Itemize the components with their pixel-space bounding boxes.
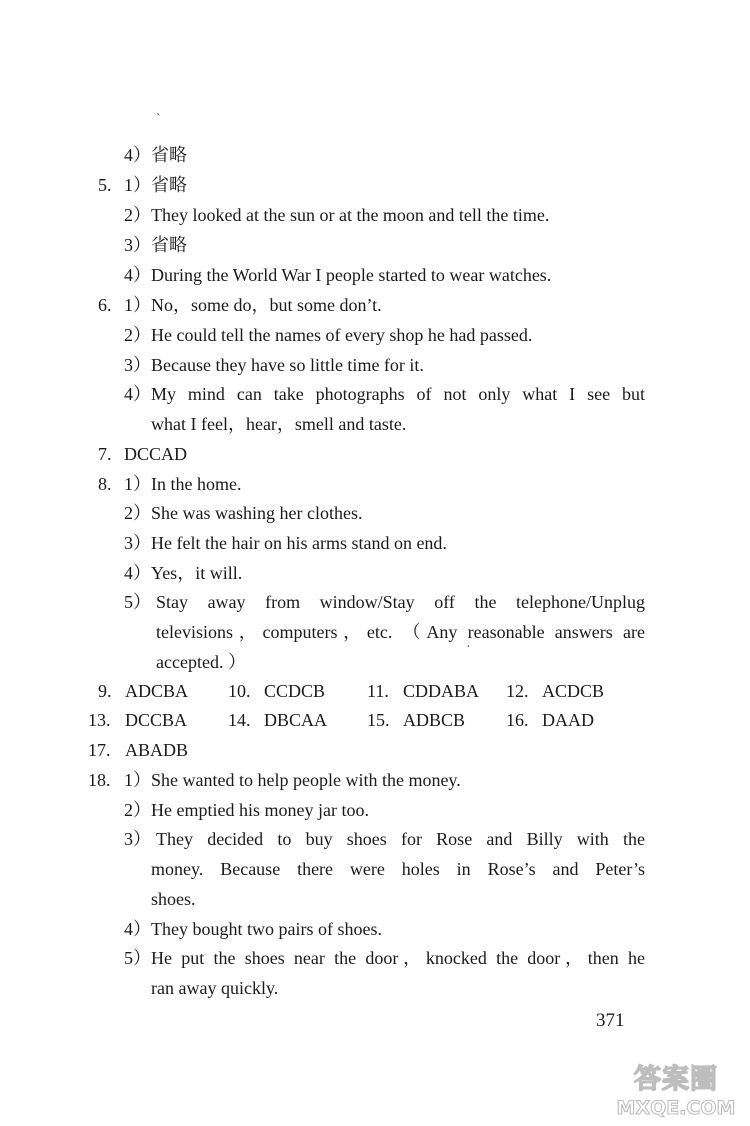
question-number: 13. — [88, 710, 111, 730]
sub-number: 5） — [124, 592, 151, 612]
answer-text: 省略 — [151, 175, 187, 195]
answer-text-continued: what I feel，hear，smell and taste. — [151, 414, 407, 434]
question-number: 15. — [367, 710, 390, 730]
sub-number: 1） — [124, 474, 151, 494]
question-number: 6. — [98, 295, 112, 315]
sub-number: 3） — [124, 235, 151, 255]
answer-text: CCDCB — [264, 681, 326, 701]
sub-number: 2） — [124, 503, 151, 523]
answer-text: ABADB — [125, 740, 189, 760]
answer-text: Stay away from window/Stay off the telephone/Unplug — [156, 592, 645, 612]
question-number: 5. — [98, 175, 112, 195]
question-number: 16. — [506, 710, 529, 730]
answer-text: 省略 — [151, 235, 187, 255]
sub-number: 4） — [124, 145, 151, 165]
answer-text: ADCBA — [125, 681, 189, 701]
stray-dot: · — [466, 640, 471, 655]
question-number: 14. — [228, 710, 251, 730]
sub-number: 3） — [124, 533, 151, 553]
answer-text: DAAD — [542, 710, 594, 730]
watermark-logo-url: MXQE.COM — [616, 1097, 736, 1119]
answer-text: They decided to buy shoes for Rose and Billy with the — [156, 829, 645, 849]
sub-number: 2） — [124, 325, 151, 345]
question-number: 9. — [98, 681, 112, 701]
answer-text: Because they have so little time for it. — [151, 355, 424, 375]
question-number: 17. — [88, 740, 111, 760]
answer-text-continued: ran away quickly. — [151, 978, 279, 998]
answer-text: During the World War I people started to wear watches. — [151, 265, 552, 285]
answer-text: 省略 — [151, 145, 187, 165]
page-number: 371 — [596, 1010, 625, 1031]
watermark-logo-text: 答案圈 — [634, 1064, 718, 1095]
sub-number: 2） — [124, 800, 151, 820]
sub-number: 4） — [124, 563, 151, 583]
question-number: 12. — [506, 681, 529, 701]
answer-text: DCCAD — [124, 444, 188, 464]
answer-text: DBCAA — [264, 710, 328, 730]
sub-number: 1） — [124, 295, 151, 315]
answer-text: My mind can take photographs of not only what I see but — [151, 384, 645, 404]
answer-text: He put the shoes near the door，knocked the door，then he — [151, 948, 645, 968]
sub-number: 3） — [124, 355, 151, 375]
answer-text-continued: accepted. ） — [156, 652, 246, 672]
answer-text: ADBCB — [403, 710, 466, 730]
sub-number: 1） — [124, 175, 151, 195]
sub-number: 4） — [124, 265, 151, 285]
sub-number: 1） — [124, 770, 151, 790]
answer-text: He felt the hair on his arms stand on end. — [151, 533, 447, 553]
answer-text: They bought two pairs of shoes. — [151, 919, 382, 939]
question-number: 11. — [367, 681, 389, 701]
sub-number: 4） — [124, 919, 151, 939]
question-number: 18. — [88, 770, 111, 790]
answer-text: CDDABA — [403, 681, 480, 701]
answer-text: She was washing her clothes. — [151, 503, 363, 523]
answer-text: He could tell the names of every shop he had passed. — [151, 325, 533, 345]
question-number: 7. — [98, 444, 112, 464]
answer-text: In the home. — [151, 474, 242, 494]
answer-text: He emptied his money jar too. — [151, 800, 369, 820]
question-number: 8. — [98, 474, 112, 494]
answer-text: She wanted to help people with the money. — [151, 770, 461, 790]
answer-text: DCCBA — [125, 710, 188, 730]
sub-number: 4） — [124, 384, 151, 404]
answer-text-continued: shoes. — [151, 889, 196, 909]
answer-text: Yes，it will. — [151, 563, 243, 583]
answer-text: They looked at the sun or at the moon and tell the time. — [151, 205, 550, 225]
sub-number: 3） — [124, 829, 151, 849]
watermark-logo — [612, 1058, 742, 1120]
answer-text: ACDCB — [542, 681, 605, 701]
sub-number: 5） — [124, 948, 151, 968]
question-number: 10. — [228, 681, 251, 701]
stray-mark: ` — [156, 112, 161, 127]
answer-text-continued: money. Because there were holes in Rose’s and Peter’s — [151, 859, 645, 879]
sub-number: 2） — [124, 205, 151, 225]
answer-text-continued: televisions，computers，etc. （Any reasonable answers are — [156, 622, 645, 642]
answer-text: No，some do，but some don’t. — [151, 295, 382, 315]
